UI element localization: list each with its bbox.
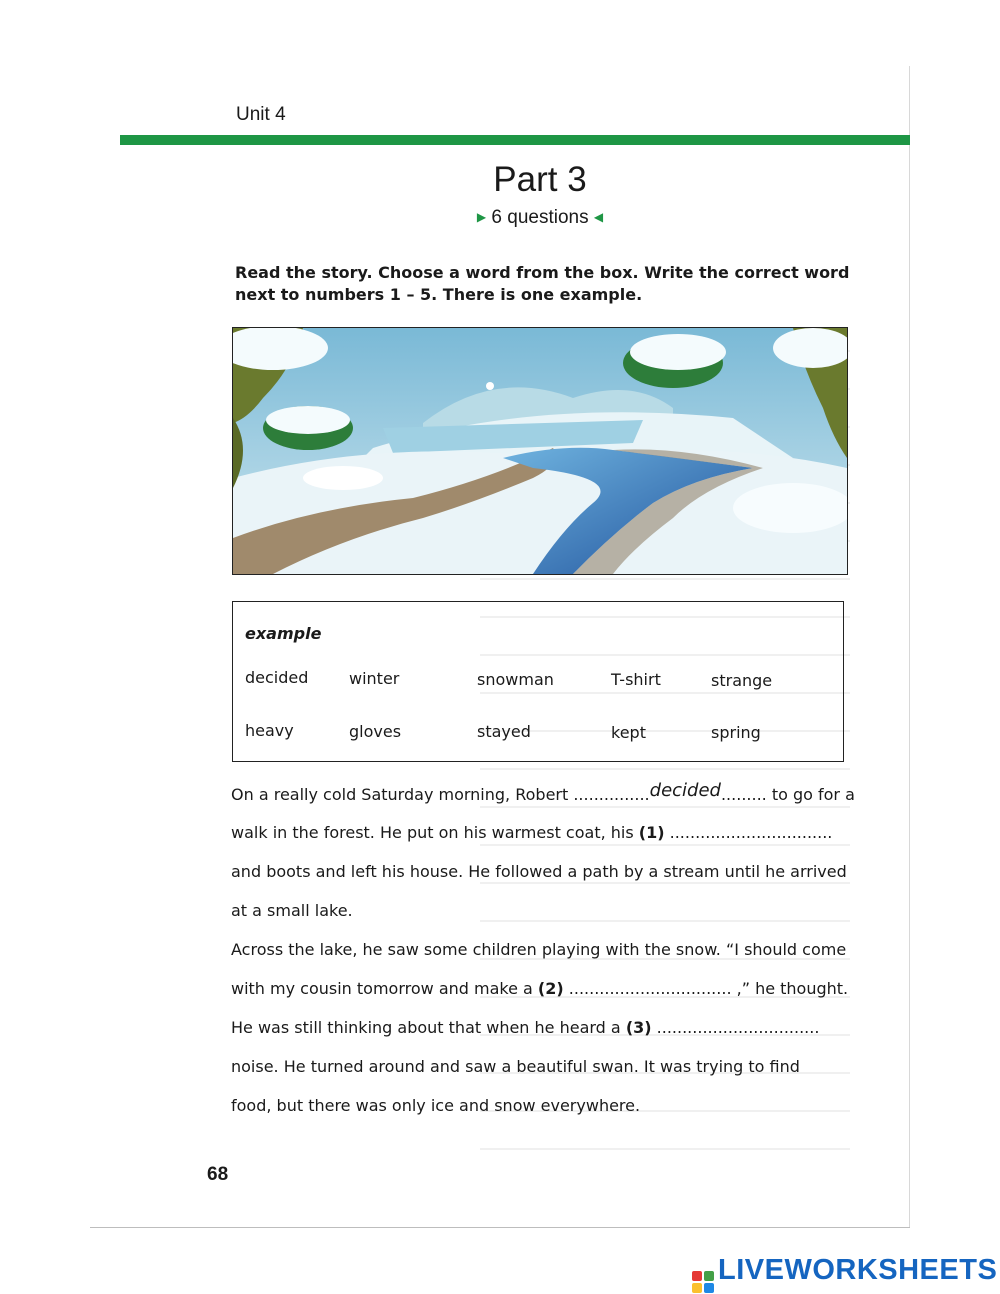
header-divider bbox=[120, 135, 910, 145]
gap-number-2: (2) bbox=[537, 979, 564, 998]
word-option: strange bbox=[711, 671, 773, 690]
page-number: 68 bbox=[207, 1164, 229, 1185]
winter-scene-icon bbox=[233, 328, 847, 574]
word-option: T-shirt bbox=[611, 670, 661, 689]
word-option: spring bbox=[711, 723, 761, 742]
triangle-left-icon: ◀ bbox=[593, 210, 604, 224]
word-option: gloves bbox=[349, 722, 402, 741]
answer-blank-2[interactable]: ................................ ,” he thought. bbox=[563, 979, 849, 998]
brand-name: LIVEWORKSHEETS bbox=[718, 1254, 998, 1286]
answer-blank-3[interactable]: ................................ bbox=[651, 1018, 820, 1037]
story-line-3: and boots and left his house. He followed a path by a stream until he arrived bbox=[231, 862, 847, 881]
story-line-8: noise. He turned around and saw a beautiful swan. It was trying to find bbox=[231, 1057, 800, 1076]
word-box bbox=[232, 601, 844, 762]
gap-number-1: (1) bbox=[638, 823, 665, 842]
story-line-7 bbox=[231, 1018, 819, 1037]
triangle-right-icon: ▶ bbox=[476, 210, 487, 224]
story-line-4: at a small lake. bbox=[231, 901, 353, 920]
story-line-5: Across the lake, he saw some children playing with the snow. “I should come bbox=[231, 940, 847, 959]
question-count-label: 6 questions bbox=[491, 207, 589, 228]
story-line-2 bbox=[231, 823, 832, 842]
word-option: stayed bbox=[477, 722, 531, 741]
story-line-9: food, but there was only ice and snow everywhere. bbox=[231, 1096, 641, 1115]
question-count bbox=[430, 207, 650, 229]
story-text: with my cousin tomorrow and make a bbox=[231, 979, 538, 998]
page-title: Part 3 bbox=[493, 160, 587, 199]
instructions bbox=[235, 262, 855, 306]
gap-number-3: (3) bbox=[625, 1018, 652, 1037]
liveworksheets-logo-icon bbox=[692, 1271, 714, 1293]
answer-blank-1[interactable]: ................................ bbox=[664, 823, 833, 842]
story-text: On a really cold Saturday morning, Robert ............... bbox=[231, 785, 650, 804]
example-label: example bbox=[245, 624, 322, 643]
word-option: heavy bbox=[245, 721, 294, 740]
story-line-1 bbox=[231, 780, 855, 805]
word-option: snowman bbox=[477, 670, 554, 689]
instructions-line-1: Read the story. Choose a word from the box. Write the correct word bbox=[235, 263, 850, 282]
page-edge-bottom bbox=[90, 1227, 910, 1228]
story-text: ......... to go for a bbox=[720, 785, 855, 804]
page-edge-right bbox=[909, 66, 910, 1228]
instructions-line-2: next to numbers 1 – 5. There is one example. bbox=[235, 285, 643, 304]
word-option: kept bbox=[611, 723, 646, 742]
winter-landscape-illustration bbox=[232, 327, 848, 575]
word-option: decided bbox=[245, 668, 309, 687]
brand-logo[interactable] bbox=[692, 1254, 997, 1293]
story-text: He was still thinking about that when he heard a bbox=[231, 1018, 626, 1037]
word-option: winter bbox=[349, 669, 400, 688]
story-line-6 bbox=[231, 979, 848, 998]
example-answer: decided bbox=[649, 780, 721, 801]
unit-label: Unit 4 bbox=[236, 104, 286, 125]
story-text: walk in the forest. He put on his warmest coat, his bbox=[231, 823, 639, 842]
